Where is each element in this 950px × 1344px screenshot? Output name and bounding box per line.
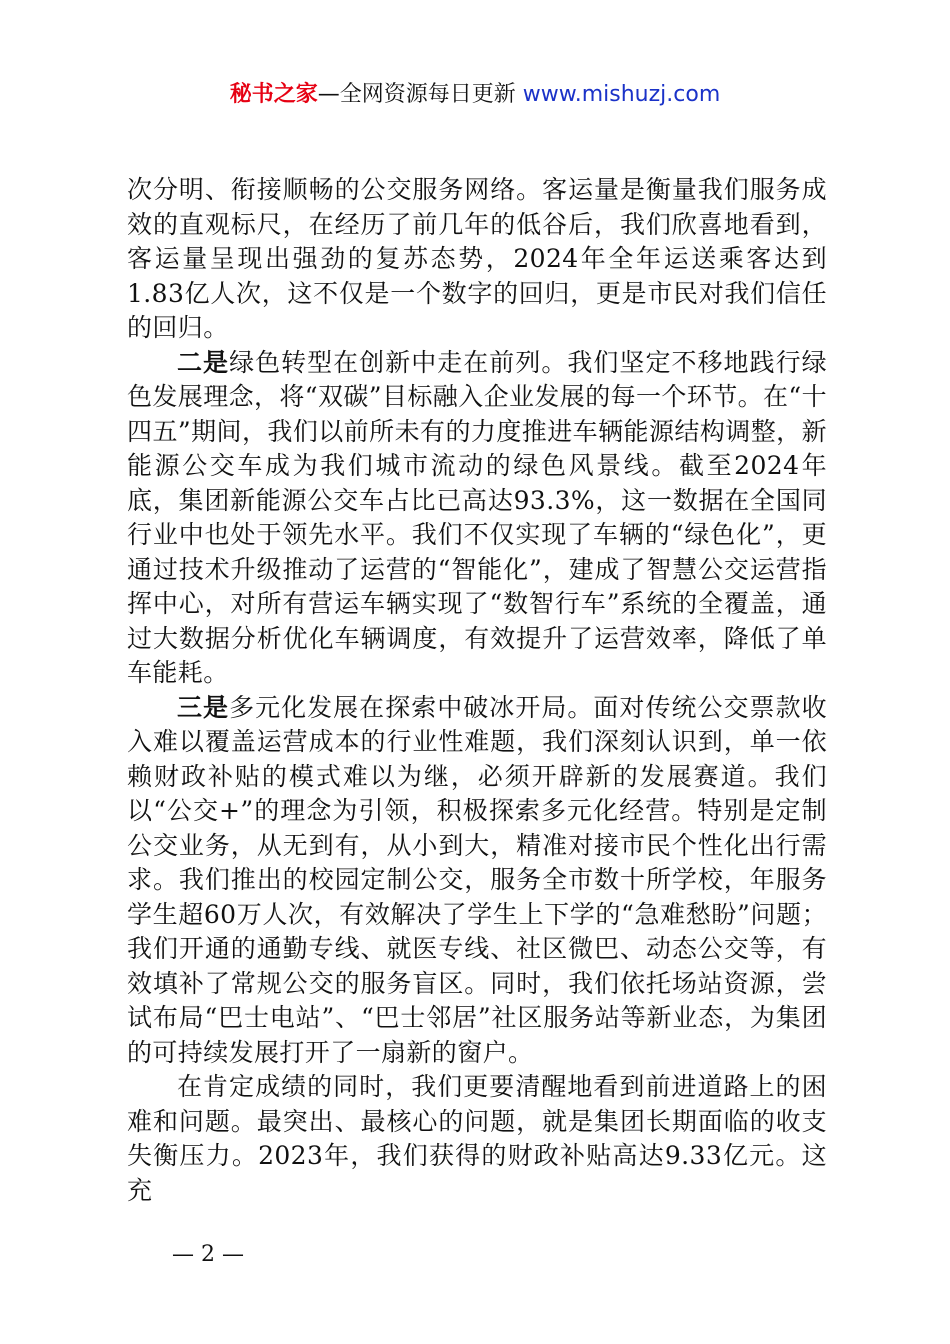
site-tagline: —全网资源每日更新: [317, 82, 516, 107]
paragraph-lead: 三是: [177, 692, 230, 722]
site-url[interactable]: www.mishuzj.com: [515, 82, 721, 107]
paragraph-text: 在肯定成绩的同时，我们更要清醒地看到前进道路上的困难和问题。最突出、最核心的问题，就是集团长期面临的收支失衡压力。2023年，我们获得的财政补贴高达9.33亿元。这充: [127, 1072, 827, 1205]
paragraph-diversification: [127, 691, 827, 1071]
site-brand: 秘书之家: [229, 82, 318, 107]
paragraph-problems: [127, 1070, 827, 1208]
paragraph-continuation: [127, 173, 827, 346]
paragraph-text: 次分明、衔接顺畅的公交服务网络。客运量是衡量我们服务成效的直观标尺，在经历了前几年的低谷后，我们欣喜地看到，客运量呈现出强劲的复苏态势，2024年全年运送乘客达到1.83亿人次，这不仅是一个数字的回归，更是市民对我们信任的回归。: [127, 175, 827, 342]
paragraph-lead: 二是: [177, 347, 230, 377]
paragraph-text: 绿色转型在创新中走在前列。我们坚定不移地践行绿色发展理念，将“双碳”目标融入企业发展的每一个环节。在“十四五”期间，我们以前所未有的力度推进车辆能源结构调整，新能源公交车成为我们城市流动的绿色风景线。截至2024年底，集团新能源公交车占比已高达93.3%，这一数据在全国同行业中也处于领先水平。我们不仅实现了车辆的“绿色化”，更通过技术升级推动了运营的“智能化”，建成了智慧公交运营指挥中心，对所有营运车辆实现了“数智行车”系统的全覆盖，通过大数据分析优化车辆调度，有效提升了运营效率，降低了单车能耗。: [127, 347, 828, 687]
page-number: — 2 —: [172, 1242, 244, 1267]
paragraph-text: 多元化发展在探索中破冰开局。面对传统公交票款收入难以覆盖运营成本的行业性难题，我们深刻认识到，单一依赖财政补贴的模式难以为继，必须开辟新的发展赛道。我们以“公交+”的理念为引领，积极探索多元化经营。特别是定制公交业务，从无到有，从小到大，精准对接市民个性化出行需求。我们推出的校园定制公交，服务全市数十所学校，年服务学生超60万人次，有效解决了学生上下学的“急难愁盼”问题；我们开通的通勤专线、就医专线、社区微巴、动态公交等，有效填补了常规公交的服务盲区。同时，我们依托场站资源，尝试布局“巴士电站”、“巴士邻居”社区服务站等新业态，为集团的可持续发展打开了一扇新的窗户。: [127, 692, 828, 1067]
paragraph-green-transition: [127, 346, 827, 691]
site-header: [0, 80, 950, 110]
document-body: [127, 173, 827, 1208]
